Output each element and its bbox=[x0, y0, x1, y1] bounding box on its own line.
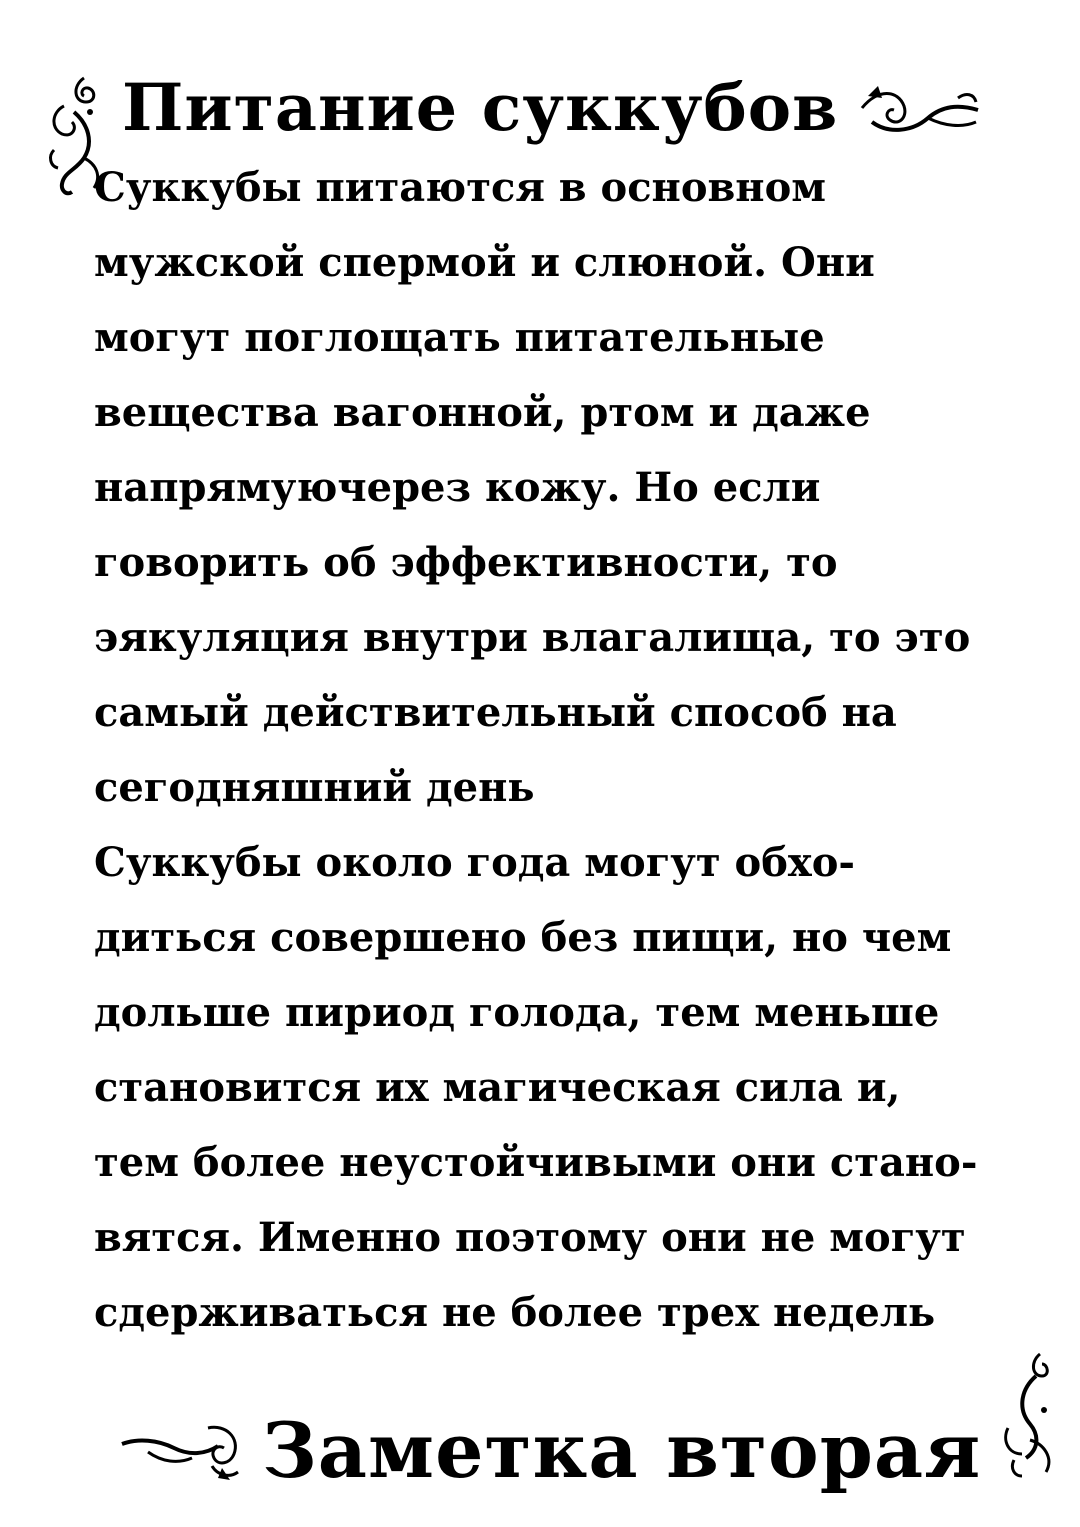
text-line: сегодняшний день bbox=[94, 764, 535, 811]
text-line: тем более неустойчивыми они стано- bbox=[94, 1139, 978, 1186]
flourish-ornament-icon bbox=[118, 1418, 244, 1484]
text-line: Суккубы питаются в основном bbox=[94, 164, 827, 211]
text-line: сдерживаться не более трех недель bbox=[94, 1289, 936, 1336]
body-text bbox=[94, 150, 1024, 1350]
text-line: становится их магическая сила и, bbox=[94, 1064, 901, 1111]
text-line: диться совершено без пищи, но чем bbox=[94, 914, 952, 961]
section-title: Заметка вторая bbox=[262, 1406, 982, 1495]
text-line: вещества вагонной, ртом и даже bbox=[94, 389, 871, 436]
text-line: эякуляция внутри влагалища, то это bbox=[94, 614, 971, 661]
flourish-ornament-icon bbox=[858, 78, 984, 140]
text-line: самый действительный способ на bbox=[94, 689, 897, 736]
text-line: дольше пириод голода, тем меньше bbox=[94, 989, 940, 1036]
text-line: мужской спермой и слюной. Они bbox=[94, 239, 875, 286]
flourish-ornament-icon bbox=[1000, 1350, 1062, 1480]
page-title: Питание суккубов bbox=[122, 70, 839, 146]
text-line: могут поглощать питательные bbox=[94, 314, 825, 361]
text-line: вятся. Именно поэтому они не могут bbox=[94, 1214, 966, 1261]
text-line: Суккубы около года могут обхо- bbox=[94, 839, 856, 886]
text-line: говорить об эффективности, то bbox=[94, 539, 838, 586]
text-line: напрямуючерез кожу. Но если bbox=[94, 464, 821, 511]
